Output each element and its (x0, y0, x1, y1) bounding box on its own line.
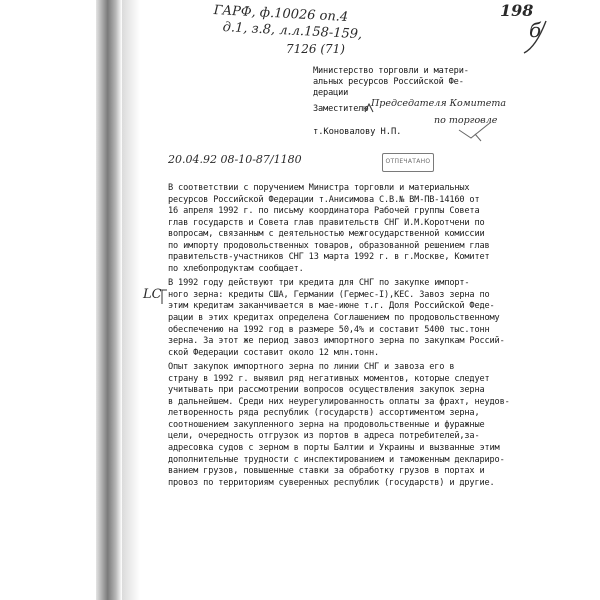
text-line: В соответствии с поручением Министра торговли и материальных (168, 183, 470, 193)
text-line: В 1992 году действуют три кредита для СНГ по закупке импорт- (168, 278, 470, 289)
addressee-position-handwritten: Председателя Комитета (371, 98, 506, 109)
text-line: вопросам, связанным с деятельностью межгосударственной комиссии (168, 229, 485, 240)
text-line: зерна. За этот же период завоз импортного зерна по закупкам Россий- (168, 336, 505, 347)
text-line: Опыт закупок импортного зерна по линии СНГ и завоза его в (168, 362, 455, 373)
addressee-ministry-line2: альных ресурсов Российской Фе- (313, 77, 464, 87)
text-line: этим кредитам заканчивается в мае-июне т.г. Доля Российской Феде- (168, 301, 495, 312)
text-line: летворенность ряда республик (государств) ассортиментом зерна, (168, 408, 480, 419)
binding-shadow (96, 0, 122, 600)
check-mark (458, 120, 492, 142)
text-line: цели, очередность отгрузок из портов в адреса потребителей,за- (168, 431, 480, 442)
addressee-position-handwritten2: по торговле (434, 115, 498, 126)
corner-mark: б (529, 18, 542, 42)
text-line: по хлебопродуктам сообщает. (168, 263, 304, 274)
text-line: в дальнейшем. Среди них неурегулированность оплаты за фрахт, неудов- (168, 396, 510, 407)
text-line: рации в этих кредитах определена Соглашением по продовольственному (168, 313, 500, 324)
margin-bracket (160, 289, 168, 305)
text-line: страну в 1992 г. выявил ряд негативных моментов, которые следует (168, 373, 490, 384)
text-line: правительств-участников СНГ 13 марта 1992 г. в г.Москве, Комитет (168, 252, 490, 263)
letter-body (168, 183, 508, 489)
text-line: ской Федерации составит около 12 млн.тонн. (168, 347, 380, 358)
text-line: дополнительные трудности с инспектированием и таможенным деклариро- (168, 454, 505, 465)
office-stamp: ОТПЕЧАТАНО (382, 153, 434, 172)
paragraph-1 (168, 183, 508, 275)
text-line: ного зерна: кредиты США, Германии (Гермес-I),КЕС. Завоз зерна по (168, 289, 490, 300)
addressee-ministry-line1: Министерство торговли и матери- (313, 66, 469, 76)
addressee-name: т.Коновалову Н.П. (313, 127, 402, 137)
paragraph-3 (168, 362, 508, 489)
date-reference: 20.04.92 08-10-87/1180 (168, 153, 302, 166)
margin-mark: LC (143, 287, 162, 302)
archive-note-line1: ГАРФ, ф.10026 оп.4 (213, 3, 349, 26)
page-number: 198 (500, 1, 534, 20)
text-line: ресурсов Российской Федерации т.Анисимова С.В.№ ВМ-ПВ-14160 от (168, 194, 480, 205)
text-line: обеспечению на 1992 год в размере 50,4% и составит 5400 тыс.тонн (168, 324, 490, 335)
paragraph-2 (168, 278, 508, 359)
text-line: учитывать при рассмотрении вопросов осуществления закупок зерна (168, 385, 485, 396)
binding-shadow-fade (122, 0, 140, 600)
text-line: ванием грузов, повышенные ставки за обработку грузов в портах и (168, 466, 485, 477)
registration-number: 7126 (71) (286, 42, 345, 56)
insertion-caret (364, 103, 374, 113)
text-line: по импорту продовольственных товаров, образованной решением глав (168, 240, 490, 251)
corner-mark-underline (522, 17, 550, 55)
addressee-ministry-line3: дерации (313, 88, 349, 98)
archive-note-line2: д.1, з.8, л.л.158-159, (222, 20, 363, 43)
addressee-position: Заместителю (313, 104, 369, 114)
text-line: глав государств и Совета глав правительств СНГ И.М.Коротчени по (168, 217, 485, 228)
text-line: соотношением закупленного зерна на продовольственные и фуражные (168, 419, 485, 430)
text-line: провоз по территориям суверенных республик (государств) и другие. (168, 477, 495, 488)
text-line: адресовка судов с зерном в порты Балтии и Украины и вызванные этим (168, 443, 500, 454)
text-line: 16 апреля 1992 г. по письму координатора Рабочей группы Совета (168, 206, 480, 217)
